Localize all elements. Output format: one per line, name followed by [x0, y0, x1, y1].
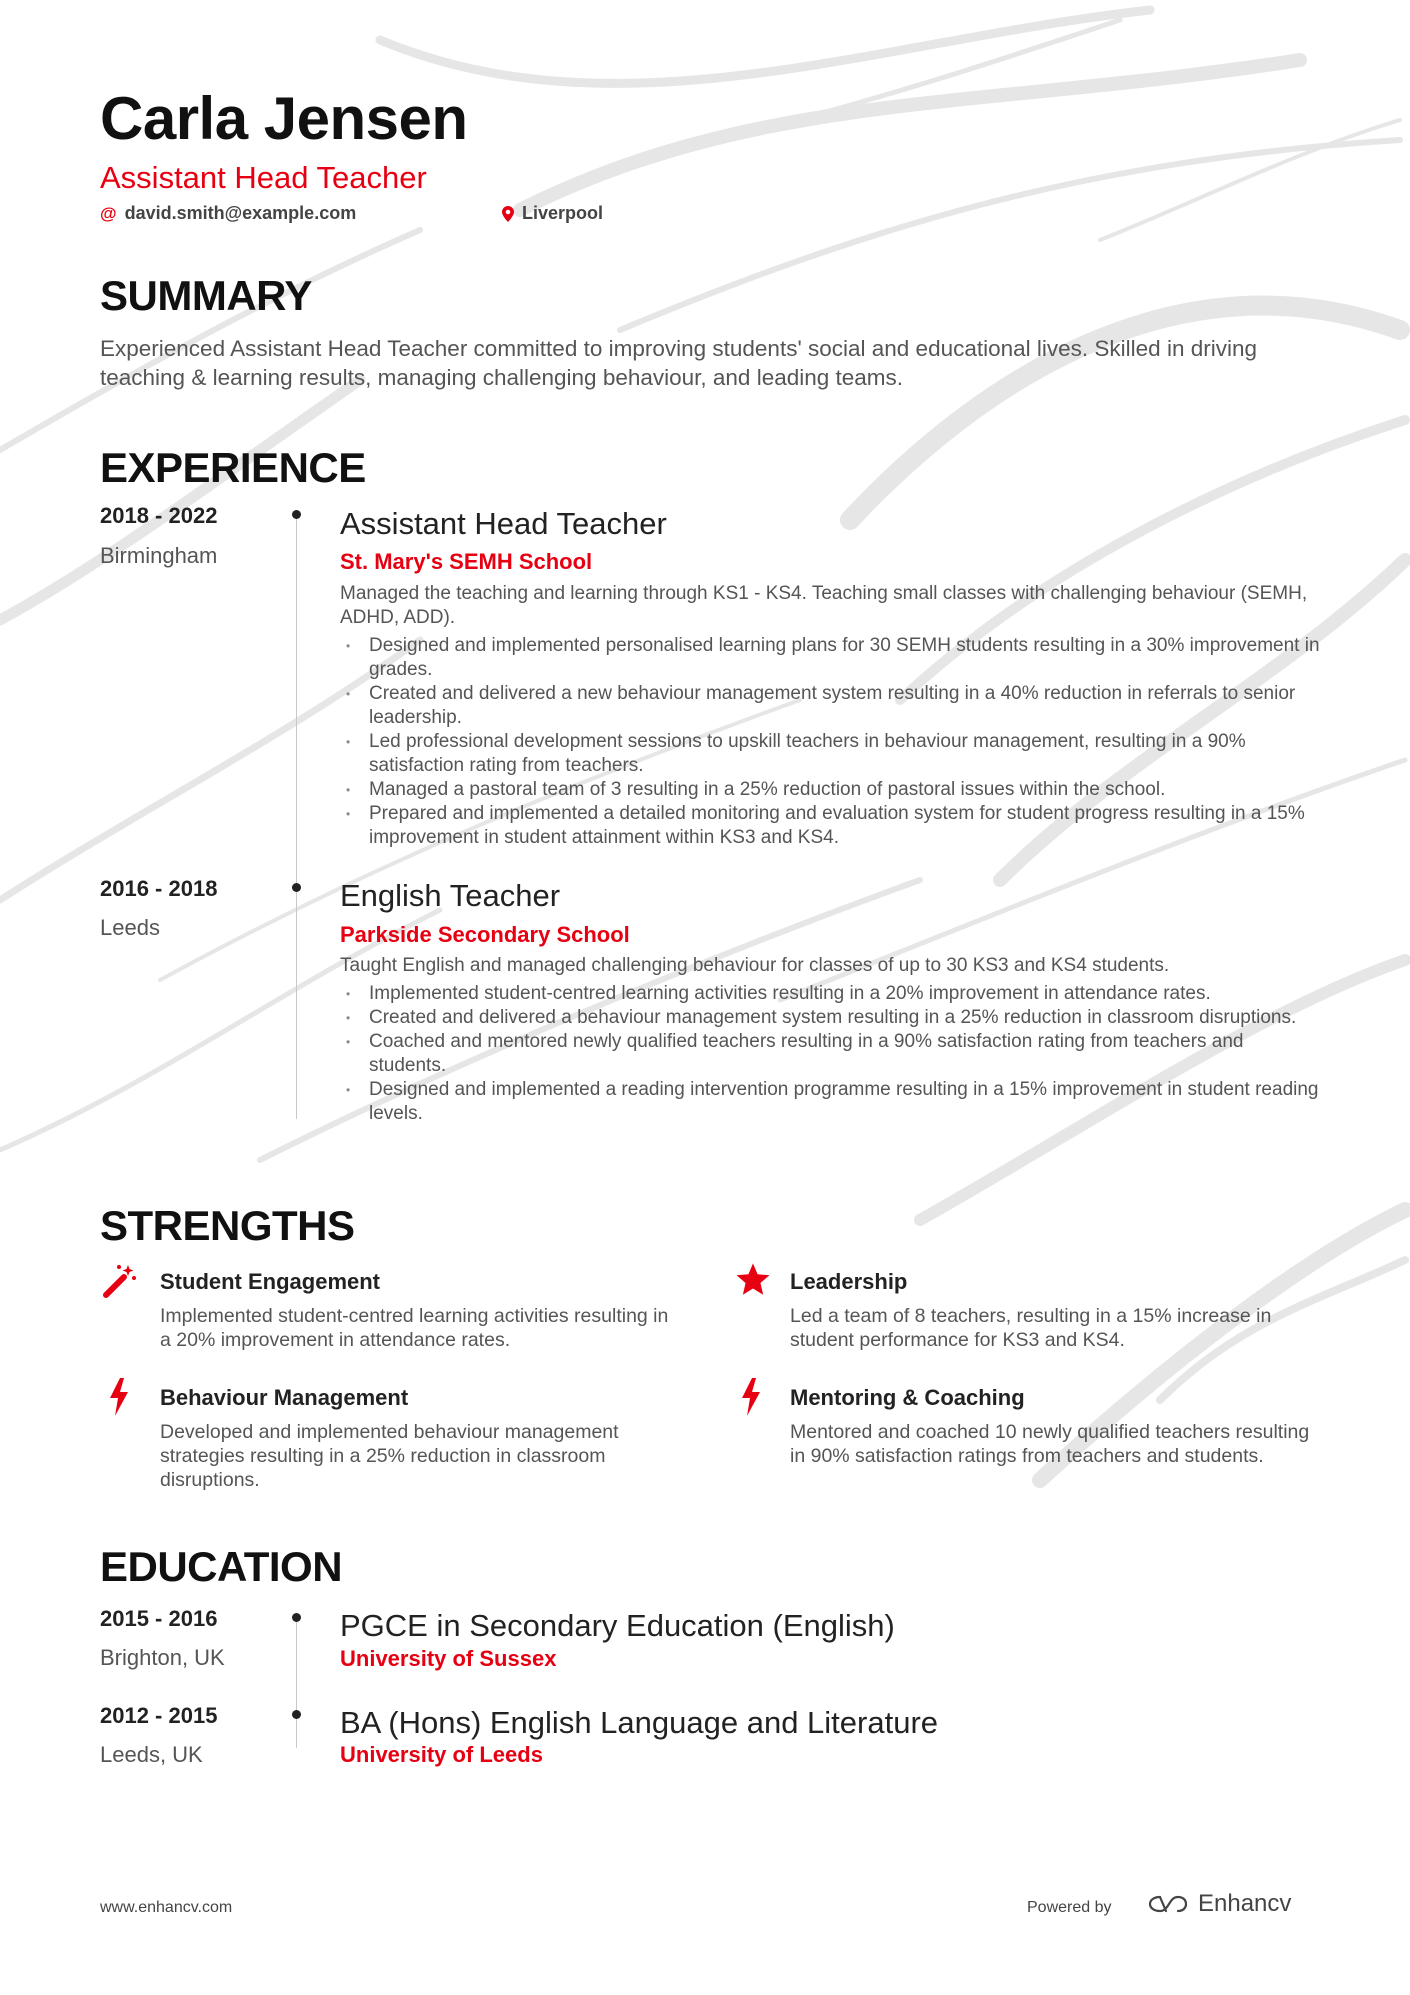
strength-title: Leadership [790, 1269, 908, 1294]
job-description: Taught English and managed challenging behaviour for classes of up to 30 KS3 and KS4 students. [340, 955, 1170, 976]
footer-url[interactable]: www.enhancv.com [100, 1899, 233, 1916]
job-company: Parkside Secondary School [340, 922, 630, 947]
strength-description: Led a team of 8 teachers, resulting in a 15% increase in student performance for KS3 and KS4. [790, 1305, 1272, 1351]
job-role: English Teacher [340, 878, 561, 913]
job-description: Managed the teaching and learning through KS1 - KS4. Teaching small classes with challenging behaviour (SEMH, ADHD, ADD). [340, 583, 1308, 628]
star-icon [734, 1261, 770, 1301]
timeline-dot [292, 1613, 301, 1622]
job-bullets [340, 982, 1320, 1126]
map-pin-icon [502, 206, 514, 222]
enhancv-logo-icon [1146, 1893, 1190, 1915]
email-text: david.smith@example.com [124, 203, 357, 223]
list-item: • Created and delivered a new behaviour management system resulting in a 40% reduction in referrals to senior leadership. [340, 682, 1320, 730]
edu-dates: 2012 - 2015 [100, 1703, 218, 1728]
edu-degree: BA (Hons) English Language and Literature [340, 1705, 939, 1740]
powered-by-label: Powered by [1027, 1899, 1112, 1916]
strength-title: Student Engagement [160, 1269, 381, 1294]
strength-description: Developed and implemented behaviour management strategies resulting in a 25% reduction in classroom disruptions. [160, 1421, 619, 1491]
email-contact[interactable] [100, 203, 356, 224]
timeline-dot [292, 510, 301, 519]
candidate-name: Carla Jensen [100, 85, 468, 152]
list-item: • Led professional development sessions to upskill teachers in behaviour management, resulting in a 90% satisfaction rating from teachers. [340, 730, 1320, 778]
job-bullets [340, 634, 1320, 850]
brand-name: Enhancv [1198, 1890, 1292, 1917]
job-dates: 2018 - 2022 [100, 503, 218, 528]
education-heading: EDUCATION [100, 1543, 343, 1590]
candidate-title: Assistant Head Teacher [100, 160, 427, 195]
job-location: Leeds [100, 915, 160, 940]
strength-title: Mentoring & Coaching [790, 1385, 1025, 1410]
edu-degree: PGCE in Secondary Education (English) [340, 1608, 895, 1643]
lightning-icon [738, 1378, 774, 1418]
edu-school: University of Sussex [340, 1646, 557, 1671]
enhancv-brand[interactable] [1146, 1890, 1291, 1918]
edu-location: Leeds, UK [100, 1742, 203, 1767]
at-icon: @ [100, 203, 117, 223]
strength-description: Implemented student-centred learning activities resulting in a 20% improvement in attendance rates. [160, 1305, 669, 1351]
list-item: • Designed and implemented personalised learning plans for 30 SEMH students resulting in a 30% improvement in grades. [340, 634, 1320, 682]
job-dates: 2016 - 2018 [100, 876, 218, 901]
list-item: • Created and delivered a behaviour management system resulting in a 25% reduction in classroom disruptions. [340, 1006, 1320, 1030]
education-timeline [296, 1614, 297, 1748]
list-item: • Coached and mentored newly qualified teachers resulting in a 90% satisfaction rating from teachers and students. [340, 1030, 1320, 1078]
edu-location: Brighton, UK [100, 1645, 225, 1670]
summary-text: Experienced Assistant Head Teacher committed to improving students' social and educational lives. Skilled in driving teaching & learning results, managing challenging behaviour, and leading teams. [100, 336, 1257, 390]
strength-title: Behaviour Management [160, 1385, 409, 1410]
summary-heading: SUMMARY [100, 272, 312, 319]
edu-dates: 2015 - 2016 [100, 1606, 218, 1631]
strengths-heading: STRENGTHS [100, 1202, 355, 1249]
list-item: • Managed a pastoral team of 3 resulting in a 25% reduction of pastoral issues within the school. [340, 778, 1320, 802]
experience-timeline [296, 514, 297, 1119]
strength-description: Mentored and coached 10 newly qualified teachers resulting in 90% satisfaction ratings from teachers and students. [790, 1421, 1310, 1467]
edu-school: University of Leeds [340, 1742, 543, 1767]
list-item: • Designed and implemented a reading intervention programme resulting in a 15% improvement in student reading levels. [340, 1078, 1320, 1126]
job-location: Birmingham [100, 543, 218, 568]
lightning-icon [106, 1378, 142, 1418]
timeline-dot [292, 1710, 301, 1719]
list-item: • Implemented student-centred learning activities resulting in a 20% improvement in attendance rates. [340, 982, 1320, 1006]
location-text: Liverpool [522, 203, 604, 223]
job-company: St. Mary's SEMH School [340, 549, 593, 574]
experience-heading: EXPERIENCE [100, 444, 366, 491]
timeline-dot [292, 883, 301, 892]
location-contact [502, 203, 603, 224]
job-role: Assistant Head Teacher [340, 506, 667, 541]
list-item: • Prepared and implemented a detailed monitoring and evaluation system for student progress resulting in a 15% improvement in student attainment within KS3 and KS4. [340, 802, 1320, 850]
magic-wand-icon [102, 1261, 138, 1301]
